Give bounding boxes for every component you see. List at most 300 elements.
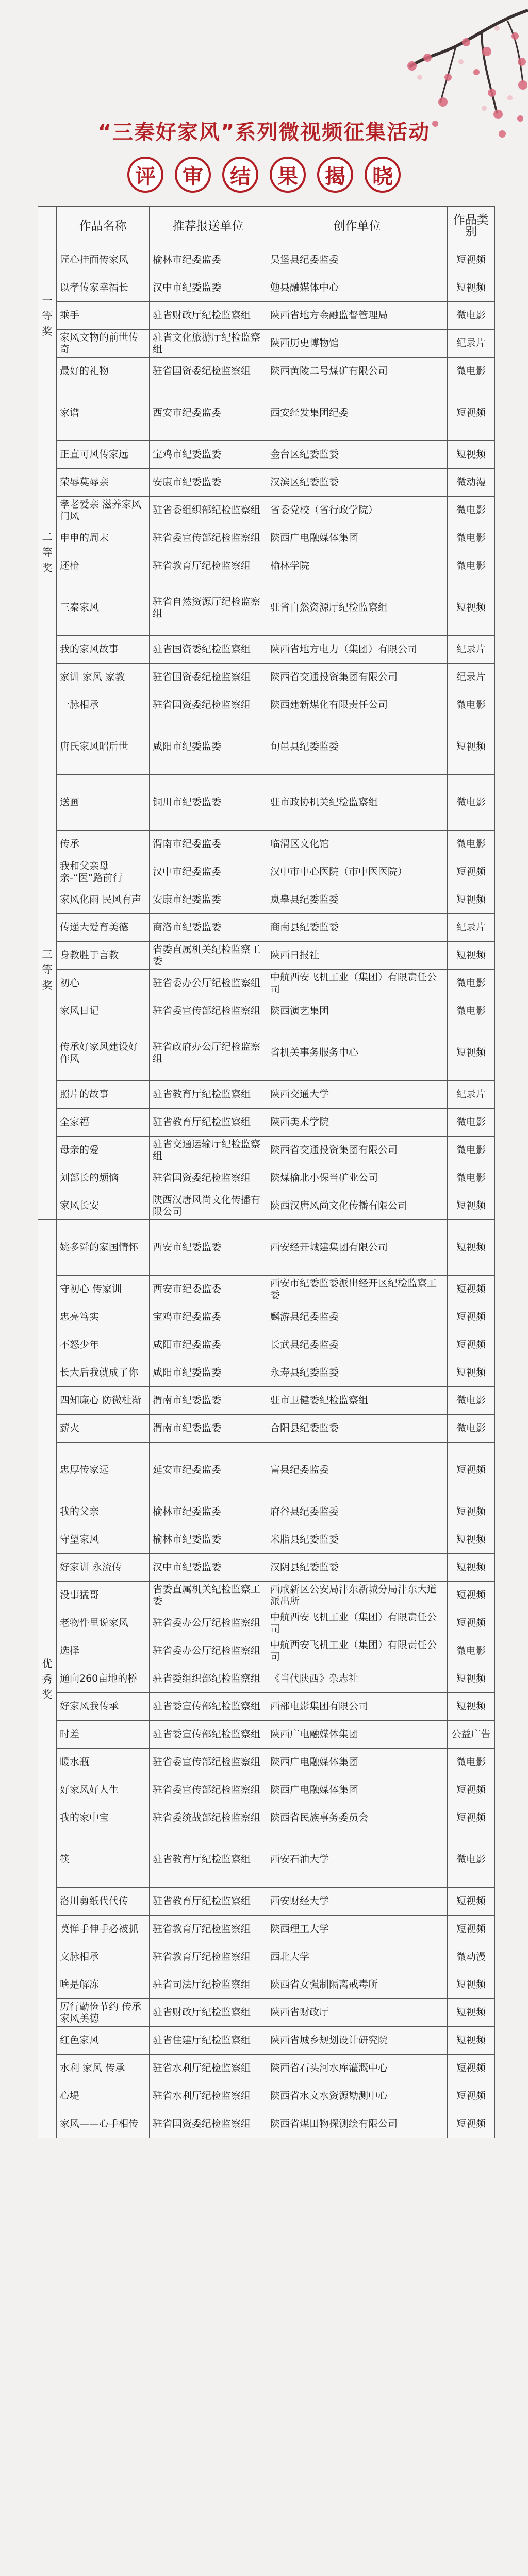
- creator-unit-cell: 陕西省交通投资集团有限公司: [267, 664, 448, 691]
- table-row: [38, 1081, 495, 1109]
- work-name-cell: 通向260亩地的桥: [57, 1665, 150, 1693]
- table-row: [38, 942, 495, 970]
- work-type-cell: 短视频: [448, 886, 495, 914]
- recommend-unit-cell: 驻省委组织部纪检监察组: [150, 497, 267, 524]
- work-type-cell: 微电影: [448, 1637, 495, 1665]
- table-row: [38, 385, 495, 441]
- work-name-cell: 一脉相承: [57, 691, 150, 719]
- table-row: [38, 497, 495, 524]
- table-row: [38, 524, 495, 552]
- creator-unit-cell: 吴堡县纪委监委: [267, 246, 448, 274]
- work-type-cell: 微电影: [448, 497, 495, 524]
- work-name-cell: 心堤: [57, 2082, 150, 2110]
- work-name-cell: 送画: [57, 775, 150, 831]
- table-row: [38, 636, 495, 664]
- recommend-unit-cell: 驻省教育厅纪检监察组: [150, 1916, 267, 1943]
- table-row: [38, 1303, 495, 1331]
- work-name-cell: 厉行勤俭节约 传承家风美德: [57, 1999, 150, 2027]
- work-type-cell: 微电影: [448, 1137, 495, 1164]
- recommend-unit-cell: 榆林市纪委监委: [150, 246, 267, 274]
- table-row: [38, 886, 495, 914]
- work-type-cell: 短视频: [448, 2082, 495, 2110]
- work-type-cell: 短视频: [448, 1804, 495, 1832]
- recommend-unit-cell: 榆林市纪委监委: [150, 1498, 267, 1526]
- work-type-cell: 短视频: [448, 1999, 495, 2027]
- table-row: [38, 831, 495, 858]
- table-row: [38, 1276, 495, 1303]
- creator-unit-cell: 汉阴县纪委监委: [267, 1554, 448, 1582]
- work-name-cell: 薪火: [57, 1415, 150, 1443]
- creator-unit-cell: 西安财经大学: [267, 1888, 448, 1916]
- work-name-cell: 守望家风: [57, 1526, 150, 1554]
- creator-unit-cell: 省委党校（省行政学院）: [267, 497, 448, 524]
- recommend-unit-cell: 西安市纪委监委: [150, 385, 267, 441]
- table-row: [38, 1443, 495, 1498]
- work-name-cell: 长大后我就成了你: [57, 1359, 150, 1387]
- creator-unit-cell: 临渭区文化馆: [267, 831, 448, 858]
- work-name-cell: 刘部长的烦恼: [57, 1164, 150, 1192]
- results-table-wrapper: [38, 206, 494, 2138]
- work-type-cell: 微电影: [448, 970, 495, 997]
- creator-unit-cell: 陕西省民族事务委员会: [267, 1804, 448, 1832]
- table-row: [38, 1331, 495, 1359]
- recommend-unit-cell: 渭南市纪委监委: [150, 831, 267, 858]
- work-type-cell: 短视频: [448, 1303, 495, 1331]
- work-name-cell: 好家风我传承: [57, 1693, 150, 1721]
- work-type-cell: 短视频: [448, 274, 495, 302]
- creator-unit-cell: 勉县融媒体中心: [267, 274, 448, 302]
- creator-unit-cell: 省机关事务服务中心: [267, 1025, 448, 1081]
- creator-unit-cell: 麟游县纪委监委: [267, 1303, 448, 1331]
- table-header-row: [38, 207, 495, 246]
- work-type-cell: 短视频: [448, 246, 495, 274]
- creator-unit-cell: 陕西日报社: [267, 942, 448, 970]
- creator-unit-cell: 陕西省财政厅: [267, 1999, 448, 2027]
- award-group-label: [38, 1220, 57, 2138]
- creator-unit-cell: 陕西理工大学: [267, 1916, 448, 1943]
- work-type-cell: 短视频: [448, 2110, 495, 2138]
- work-type-cell: 微电影: [448, 358, 495, 385]
- recommend-unit-cell: 铜川市纪委监委: [150, 775, 267, 831]
- recommend-unit-cell: 驻省教育厅纪检监察组: [150, 1832, 267, 1888]
- work-name-cell: 莫惮手伸手必被抓: [57, 1916, 150, 1943]
- table-row: [38, 358, 495, 385]
- work-type-cell: 微电影: [448, 302, 495, 330]
- recommend-unit-cell: 驻省教育厅纪检监察组: [150, 1081, 267, 1109]
- table-row: [38, 1582, 495, 1609]
- table-row: [38, 775, 495, 831]
- work-name-cell: 以孝传家幸福长: [57, 274, 150, 302]
- work-type-cell: 微电影: [448, 552, 495, 580]
- recommend-unit-cell: 汉中市纪委监委: [150, 858, 267, 886]
- table-row: [38, 1916, 495, 1943]
- recommend-unit-cell: 商洛市纪委监委: [150, 914, 267, 942]
- recommend-unit-cell: 榆林市纪委监委: [150, 1526, 267, 1554]
- work-type-cell: 短视频: [448, 1554, 495, 1582]
- recommend-unit-cell: 驻省自然资源厅纪检监察组: [150, 580, 267, 636]
- work-name-cell: 唐氏家风昭后世: [57, 719, 150, 775]
- work-type-cell: 短视频: [448, 1888, 495, 1916]
- work-name-cell: 忠厚传家远: [57, 1443, 150, 1498]
- work-name-cell: 最好的礼物: [57, 358, 150, 385]
- work-name-cell: 我的父亲: [57, 1498, 150, 1526]
- work-name-cell: 筷: [57, 1832, 150, 1888]
- recommend-unit-cell: 渭南市纪委监委: [150, 1415, 267, 1443]
- table-row: [38, 2055, 495, 2082]
- recommend-unit-cell: 驻省委宣传部纪检监察组: [150, 1749, 267, 1776]
- work-name-cell: 不怒少年: [57, 1331, 150, 1359]
- award-group-text: 一等奖: [42, 294, 53, 337]
- work-name-cell: 忠亮笃实: [57, 1303, 150, 1331]
- creator-unit-cell: 陕西建新煤化有限责任公司: [267, 691, 448, 719]
- work-type-cell: 公益广告: [448, 1721, 495, 1749]
- recommend-unit-cell: 驻省委宣传部纪检监察组: [150, 1776, 267, 1804]
- work-name-cell: 家训 家风 家教: [57, 664, 150, 691]
- work-name-cell: 照片的故事: [57, 1081, 150, 1109]
- work-name-cell: 传承: [57, 831, 150, 858]
- work-type-cell: 纪录片: [448, 330, 495, 358]
- work-name-cell: 守初心 传家训: [57, 1276, 150, 1303]
- work-name-cell: 我和父亲母亲-“医”路前行: [57, 858, 150, 886]
- creator-unit-cell: 陕西省煤田物探测绘有限公司: [267, 2110, 448, 2138]
- award-group-text: 优秀奖: [42, 1657, 53, 1701]
- table-row: [38, 719, 495, 775]
- work-type-cell: 短视频: [448, 1665, 495, 1693]
- creator-unit-cell: 驻市政协机关纪检监察组: [267, 775, 448, 831]
- work-name-cell: 家风——心手相传: [57, 2110, 150, 2138]
- table-row: [38, 2082, 495, 2110]
- table-row: [38, 1832, 495, 1888]
- work-type-cell: 短视频: [448, 1359, 495, 1387]
- recommend-unit-cell: 省委直属机关纪检监察工委: [150, 1582, 267, 1609]
- creator-unit-cell: 陕西省女强制隔离戒毒所: [267, 1971, 448, 1999]
- work-name-cell: 乘手: [57, 302, 150, 330]
- creator-unit-cell: 陕西美术学院: [267, 1109, 448, 1137]
- table-row: [38, 1999, 495, 2027]
- creator-unit-cell: 陕西演艺集团: [267, 997, 448, 1025]
- recommend-unit-cell: 汉中市纪委监委: [150, 274, 267, 302]
- recommend-unit-cell: 驻省委宣传部纪检监察组: [150, 1721, 267, 1749]
- work-name-cell: 我的家风故事: [57, 636, 150, 664]
- creator-unit-cell: 西安石油大学: [267, 1832, 448, 1888]
- work-type-cell: 微电影: [448, 524, 495, 552]
- work-type-cell: 微动漫: [448, 469, 495, 497]
- work-type-cell: 微电影: [448, 1415, 495, 1443]
- work-name-cell: 申申的周末: [57, 524, 150, 552]
- work-name-cell: 姚多舜的家国情怀: [57, 1220, 150, 1276]
- table-row: [38, 1387, 495, 1415]
- table-row: [38, 1804, 495, 1832]
- work-type-cell: 短视频: [448, 385, 495, 441]
- work-name-cell: 选择: [57, 1637, 150, 1665]
- recommend-unit-cell: 安康市纪委监委: [150, 469, 267, 497]
- work-name-cell: 还枪: [57, 552, 150, 580]
- recommend-unit-cell: 汉中市纪委监委: [150, 1554, 267, 1582]
- work-name-cell: 我的家中宝: [57, 1804, 150, 1832]
- award-group-text: 二等奖: [42, 530, 53, 574]
- work-name-cell: 家风化雨 民风有声: [57, 886, 150, 914]
- table-row: [38, 274, 495, 302]
- work-name-cell: 家风长安: [57, 1192, 150, 1220]
- page-title: “三秦好家风”系列微视频征集活动: [97, 121, 431, 144]
- table-row: [38, 246, 495, 274]
- creator-unit-cell: 西安经开城建集团有限公司: [267, 1220, 448, 1276]
- recommend-unit-cell: 驻省委办公厅纪检监察组: [150, 1637, 267, 1665]
- recommend-unit-cell: 驻省国资委纪检监察组: [150, 1164, 267, 1192]
- table-row: [38, 1415, 495, 1443]
- table-row: [38, 1943, 495, 1971]
- creator-unit-cell: 《当代陕西》杂志社: [267, 1665, 448, 1693]
- work-type-cell: 微电影: [448, 831, 495, 858]
- work-type-cell: 微动漫: [448, 1943, 495, 1971]
- work-name-cell: 三秦家风: [57, 580, 150, 636]
- badge-1: 审: [175, 157, 211, 193]
- award-group-label: [38, 719, 57, 1220]
- recommend-unit-cell: 驻省国资委纪检监察组: [150, 358, 267, 385]
- recommend-unit-cell: 驻省政府办公厅纪检监察组: [150, 1025, 267, 1081]
- work-name-cell: 四知廉心 防微杜渐: [57, 1387, 150, 1415]
- work-type-cell: 微电影: [448, 775, 495, 831]
- badge-5: 晓: [365, 157, 401, 193]
- creator-unit-cell: 陕西汉唐风尚文化传播有限公司: [267, 1192, 448, 1220]
- recommend-unit-cell: 驻省文化旅游厅纪检监察组: [150, 330, 267, 358]
- recommend-unit-cell: 驻省教育厅纪检监察组: [150, 1109, 267, 1137]
- work-name-cell: 全家福: [57, 1109, 150, 1137]
- work-type-cell: 纪录片: [448, 636, 495, 664]
- work-type-cell: 短视频: [448, 1582, 495, 1609]
- creator-unit-cell: 陕煤榆北小保当矿业公司: [267, 1164, 448, 1192]
- recommend-unit-cell: 咸阳市纪委监委: [150, 1359, 267, 1387]
- table-row: [38, 1888, 495, 1916]
- recommend-unit-cell: 驻省司法厅纪检监察组: [150, 1971, 267, 1999]
- work-name-cell: 匠心挂面传家风: [57, 246, 150, 274]
- header-creator-unit: 创作单位: [267, 207, 448, 246]
- creator-unit-cell: 陕西省地方金融监督管理局: [267, 302, 448, 330]
- work-type-cell: 短视频: [448, 719, 495, 775]
- table-row: [38, 997, 495, 1025]
- table-row: [38, 1665, 495, 1693]
- creator-unit-cell: 中航西安飞机工业（集团）有限责任公司: [267, 1637, 448, 1665]
- table-row: [38, 2110, 495, 2138]
- creator-unit-cell: 驻市卫健委纪检监察组: [267, 1387, 448, 1415]
- work-name-cell: 老物件里说家风: [57, 1609, 150, 1637]
- recommend-unit-cell: 驻省水利厅纪检监察组: [150, 2082, 267, 2110]
- work-type-cell: 短视频: [448, 1693, 495, 1721]
- creator-unit-cell: 合阳县纪委监委: [267, 1415, 448, 1443]
- work-name-cell: 母亲的爱: [57, 1137, 150, 1164]
- creator-unit-cell: 汉滨区纪委监委: [267, 469, 448, 497]
- creator-unit-cell: 米脂县纪委监委: [267, 1526, 448, 1554]
- badge-4: 揭: [317, 157, 353, 193]
- recommend-unit-cell: 驻省住建厅纪检监察组: [150, 2027, 267, 2055]
- work-name-cell: 没事猛哥: [57, 1582, 150, 1609]
- result-badges: [0, 157, 528, 193]
- recommend-unit-cell: 驻省委组织部纪检监察组: [150, 1665, 267, 1693]
- table-row: [38, 691, 495, 719]
- work-name-cell: 洛川剪纸代代传: [57, 1888, 150, 1916]
- recommend-unit-cell: 驻省财政厅纪检监察组: [150, 302, 267, 330]
- work-type-cell: 短视频: [448, 580, 495, 636]
- table-row: [38, 1526, 495, 1554]
- recommend-unit-cell: 驻省委办公厅纪检监察组: [150, 970, 267, 997]
- work-name-cell: 好家风好人生: [57, 1776, 150, 1804]
- table-row: [38, 302, 495, 330]
- creator-unit-cell: 西咸新区公安局沣东新城分局沣东大道派出所: [267, 1582, 448, 1609]
- creator-unit-cell: 富县纪委监委: [267, 1443, 448, 1498]
- work-name-cell: 初心: [57, 970, 150, 997]
- table-row: [38, 664, 495, 691]
- table-row: [38, 1721, 495, 1749]
- recommend-unit-cell: 驻省财政厅纪检监察组: [150, 1999, 267, 2027]
- work-type-cell: 纪录片: [448, 914, 495, 942]
- table-row: [38, 1164, 495, 1192]
- work-type-cell: 微电影: [448, 1749, 495, 1776]
- recommend-unit-cell: 驻省水利厅纪检监察组: [150, 2055, 267, 2082]
- creator-unit-cell: 驻省自然资源厅纪检监察组: [267, 580, 448, 636]
- recommend-unit-cell: 驻省教育厅纪检监察组: [150, 552, 267, 580]
- creator-unit-cell: 长武县纪委监委: [267, 1331, 448, 1359]
- work-type-cell: 微电影: [448, 1164, 495, 1192]
- work-type-cell: 短视频: [448, 1776, 495, 1804]
- header-work-type: 作品类别: [448, 207, 495, 246]
- work-name-cell: 家谱: [57, 385, 150, 441]
- table-row: [38, 1609, 495, 1637]
- results-table: [38, 206, 495, 2138]
- recommend-unit-cell: 咸阳市纪委监委: [150, 1331, 267, 1359]
- recommend-unit-cell: 渭南市纪委监委: [150, 1387, 267, 1415]
- creator-unit-cell: 商南县纪委监委: [267, 914, 448, 942]
- recommend-unit-cell: 安康市纪委监委: [150, 886, 267, 914]
- work-type-cell: 纪录片: [448, 1081, 495, 1109]
- header-recommend-unit: 推荐报送单位: [150, 207, 267, 246]
- table-row: [38, 858, 495, 886]
- work-type-cell: 短视频: [448, 1498, 495, 1526]
- table-row: [38, 1693, 495, 1721]
- work-type-cell: 短视频: [448, 2027, 495, 2055]
- work-name-cell: 传递大爱育美德: [57, 914, 150, 942]
- badge-3: 果: [270, 157, 306, 193]
- table-row: [38, 1192, 495, 1220]
- recommend-unit-cell: 驻省国资委纪检监察组: [150, 2110, 267, 2138]
- table-body: [38, 246, 495, 2138]
- work-type-cell: 短视频: [448, 1443, 495, 1498]
- creator-unit-cell: 榆林学院: [267, 552, 448, 580]
- creator-unit-cell: 岚皋县纪委监委: [267, 886, 448, 914]
- badge-2: 结: [222, 157, 258, 193]
- recommend-unit-cell: 咸阳市纪委监委: [150, 719, 267, 775]
- work-name-cell: 时差: [57, 1721, 150, 1749]
- table-row: [38, 469, 495, 497]
- recommend-unit-cell: 延安市纪委监委: [150, 1443, 267, 1498]
- table-row: [38, 1109, 495, 1137]
- work-name-cell: 红色家风: [57, 2027, 150, 2055]
- work-name-cell: 暖水瓶: [57, 1749, 150, 1776]
- creator-unit-cell: 陕西省石头河水库灌溉中心: [267, 2055, 448, 2082]
- table-row: [38, 970, 495, 997]
- recommend-unit-cell: 驻省委宣传部纪检监察组: [150, 1693, 267, 1721]
- recommend-unit-cell: 驻省委宣传部纪检监察组: [150, 524, 267, 552]
- recommend-unit-cell: 西安市纪委监委: [150, 1220, 267, 1276]
- creator-unit-cell: 永寿县纪委监委: [267, 1359, 448, 1387]
- work-name-cell: 水利 家风 传承: [57, 2055, 150, 2082]
- work-type-cell: 微电影: [448, 1832, 495, 1888]
- recommend-unit-cell: 驻省委办公厅纪检监察组: [150, 1609, 267, 1637]
- table-row: [38, 1220, 495, 1276]
- creator-unit-cell: 西部电影集团有限公司: [267, 1693, 448, 1721]
- recommend-unit-cell: 西安市纪委监委: [150, 1276, 267, 1303]
- creator-unit-cell: 陕西省水文水资源勘测中心: [267, 2082, 448, 2110]
- award-group-label: [38, 385, 57, 719]
- work-name-cell: 好家训 永流传: [57, 1554, 150, 1582]
- recommend-unit-cell: 宝鸡市纪委监委: [150, 441, 267, 469]
- recommend-unit-cell: 驻省委统战部纪检监察组: [150, 1804, 267, 1832]
- work-name-cell: 正直可风传家远: [57, 441, 150, 469]
- work-type-cell: 短视频: [448, 1526, 495, 1554]
- work-name-cell: 孝老爱亲 滋养家风门风: [57, 497, 150, 524]
- creator-unit-cell: 西安市纪委监委派出经开区纪检监察工委: [267, 1276, 448, 1303]
- table-row: [38, 1554, 495, 1582]
- work-type-cell: 短视频: [448, 1220, 495, 1276]
- work-type-cell: 微电影: [448, 1387, 495, 1415]
- header-work-name: 作品名称: [57, 207, 150, 246]
- work-type-cell: 微电影: [448, 691, 495, 719]
- table-row: [38, 1637, 495, 1665]
- work-name-cell: 啥是解冻: [57, 1971, 150, 1999]
- award-group-label: [38, 246, 57, 385]
- creator-unit-cell: 陕西黄陵二号煤矿有限公司: [267, 358, 448, 385]
- work-type-cell: 纪录片: [448, 664, 495, 691]
- recommend-unit-cell: 陕西汉唐风尚文化传播有限公司: [150, 1192, 267, 1220]
- header-group: [38, 207, 57, 246]
- work-type-cell: 短视频: [448, 1971, 495, 1999]
- work-name-cell: 文脉相承: [57, 1943, 150, 1971]
- creator-unit-cell: 陕西交通大学: [267, 1081, 448, 1109]
- table-row: [38, 2027, 495, 2055]
- work-type-cell: 短视频: [448, 1276, 495, 1303]
- award-group-text: 三等奖: [42, 947, 53, 991]
- table-row: [38, 552, 495, 580]
- work-type-cell: 微电影: [448, 1109, 495, 1137]
- creator-unit-cell: 陕西省交通投资集团有限公司: [267, 1137, 448, 1164]
- work-type-cell: 微电影: [448, 997, 495, 1025]
- recommend-unit-cell: 驻省国资委纪检监察组: [150, 636, 267, 664]
- work-type-cell: 短视频: [448, 858, 495, 886]
- work-type-cell: 短视频: [448, 942, 495, 970]
- work-name-cell: 家风文物的前世传奇: [57, 330, 150, 358]
- work-type-cell: 短视频: [448, 1609, 495, 1637]
- table-row: [38, 914, 495, 942]
- table-row: [38, 441, 495, 469]
- creator-unit-cell: 陕西广电融媒体集团: [267, 1749, 448, 1776]
- creator-unit-cell: 汉中市中心医院（市中医医院）: [267, 858, 448, 886]
- creator-unit-cell: 中航西安飞机工业（集团）有限责任公司: [267, 1609, 448, 1637]
- recommend-unit-cell: 驻省教育厅纪检监察组: [150, 1888, 267, 1916]
- recommend-unit-cell: 驻省交通运输厅纪检监察组: [150, 1137, 267, 1164]
- table-row: [38, 1359, 495, 1387]
- badge-0: 评: [127, 157, 163, 193]
- recommend-unit-cell: 驻省国资委纪检监察组: [150, 691, 267, 719]
- creator-unit-cell: 旬邑县纪委监委: [267, 719, 448, 775]
- creator-unit-cell: 陕西历史博物馆: [267, 330, 448, 358]
- table-row: [38, 580, 495, 636]
- work-name-cell: 荣辱莫辱亲: [57, 469, 150, 497]
- creator-unit-cell: 金台区纪委监委: [267, 441, 448, 469]
- recommend-unit-cell: 驻省国资委纪检监察组: [150, 664, 267, 691]
- table-row: [38, 1776, 495, 1804]
- work-type-cell: 短视频: [448, 441, 495, 469]
- table-row: [38, 330, 495, 358]
- work-name-cell: 传承好家风建设好作风: [57, 1025, 150, 1081]
